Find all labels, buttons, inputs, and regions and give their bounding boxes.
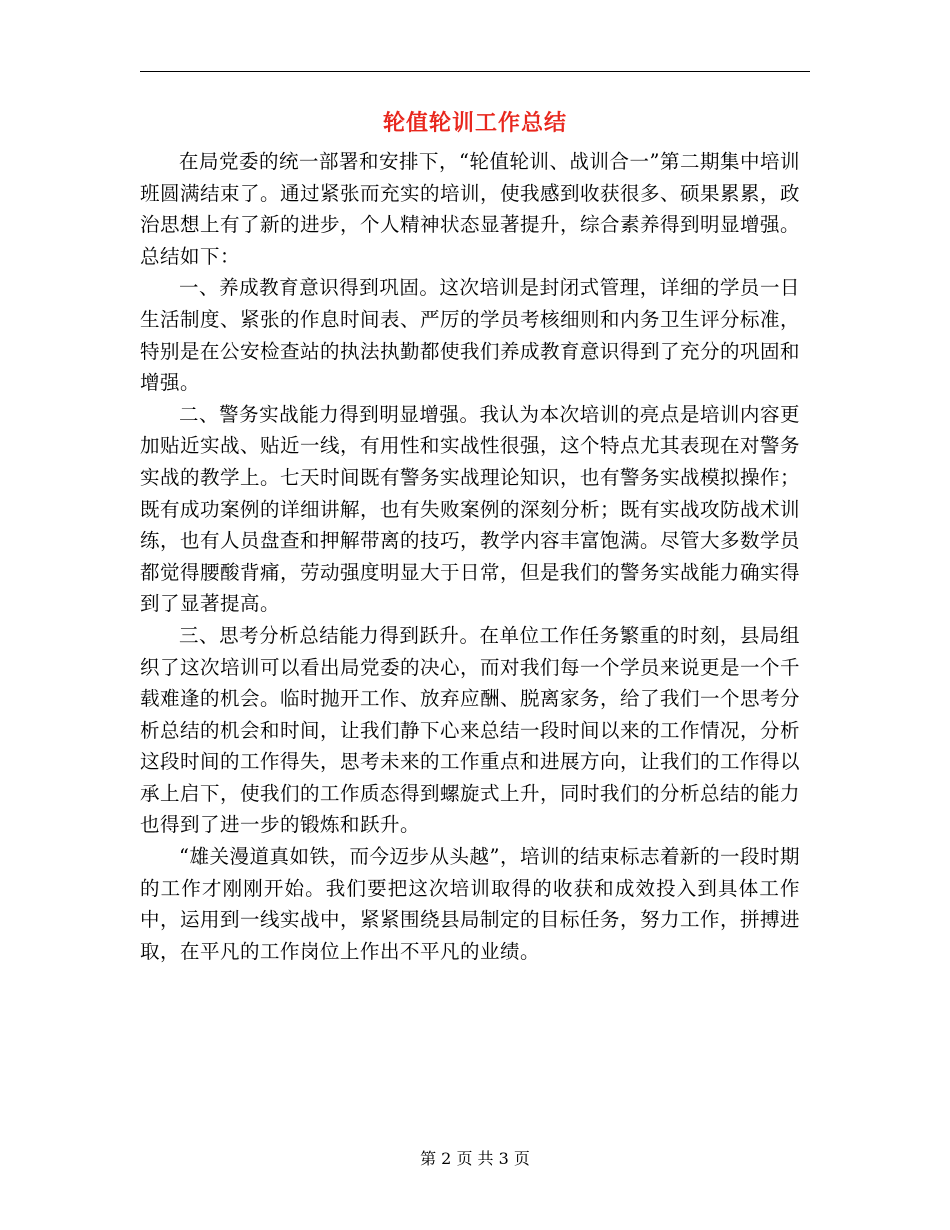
paragraph-intro: 在局党委的统一部署和安排下，“轮值轮训、战训合一”第二期集中培训班圆满结束了。通过紧张而充实的培训，使我感到收获很多、硕果累累，政治思想上有了新的进步，个人精神状态显著提升，综合素养得到明显增强。总结如下： <box>140 150 801 268</box>
paragraph-section-1: 一、养成教育意识得到巩固。这次培训是封闭式管理，详细的学员一日生活制度、紧张的作息时间表、严厉的学员考核细则和内务卫生评分标准，特别是在公安检查站的执法执勤都使我们养成教育意识得到了充分的巩固和增强。 <box>140 276 801 395</box>
page-number: 第 2 页 共 3 页 <box>420 1149 530 1168</box>
header-rule <box>140 71 810 72</box>
document-title: 轮值轮训工作总结 <box>382 111 567 136</box>
paragraph-section-3: 三、思考分析总结能力得到跃升。在单位工作任务繁重的时刻，县局组织了这次培训可以看出局党委的决心，而对我们每一个学员来说更是一个千载难逢的机会。临时抛开工作、放弃应酬、脱离家务，给了我们一个思考分析总结的机会和时间，让我们静下心来总结一段时间以来的工作情况，分析这段时间的工作得失，思考未来的工作重点和进展方向，让我们的工作得以承上启下，使我们的工作质态得到螺旋式上升，同时我们的分析总结的能力也得到了进一步的锻炼和跃升。 <box>140 623 801 837</box>
paragraph-section-2: 二、警务实战能力得到明显增强。我认为本次培训的亮点是培训内容更加贴近实战、贴近一线，有用性和实战性很强，这个特点尤其表现在对警务实战的教学上。七天时间既有警务实战理论知识，也有警务实战模拟操作；既有成功案例的详细讲解，也有失败案例的深刻分析；既有实战攻防战术训练，也有人员盘查和押解带离的技巧，教学内容丰富饱满。尽管大多数学员都觉得腰酸背痛，劳动强度明显大于日常，但是我们的警务实战能力确实得到了显著提高。 <box>140 402 801 616</box>
paragraph-conclusion: “雄关漫道真如铁，而今迈步从头越”，培训的结束标志着新的一段时期的工作才刚刚开始。我们要把这次培训取得的收获和成效投入到具体工作中，运用到一线实战中，紧紧围绕县局制定的目标任务，努力工作，拼搏进取，在平凡的工作岗位上作出不平凡的业绩。 <box>140 845 801 963</box>
document-body <box>140 146 800 967</box>
